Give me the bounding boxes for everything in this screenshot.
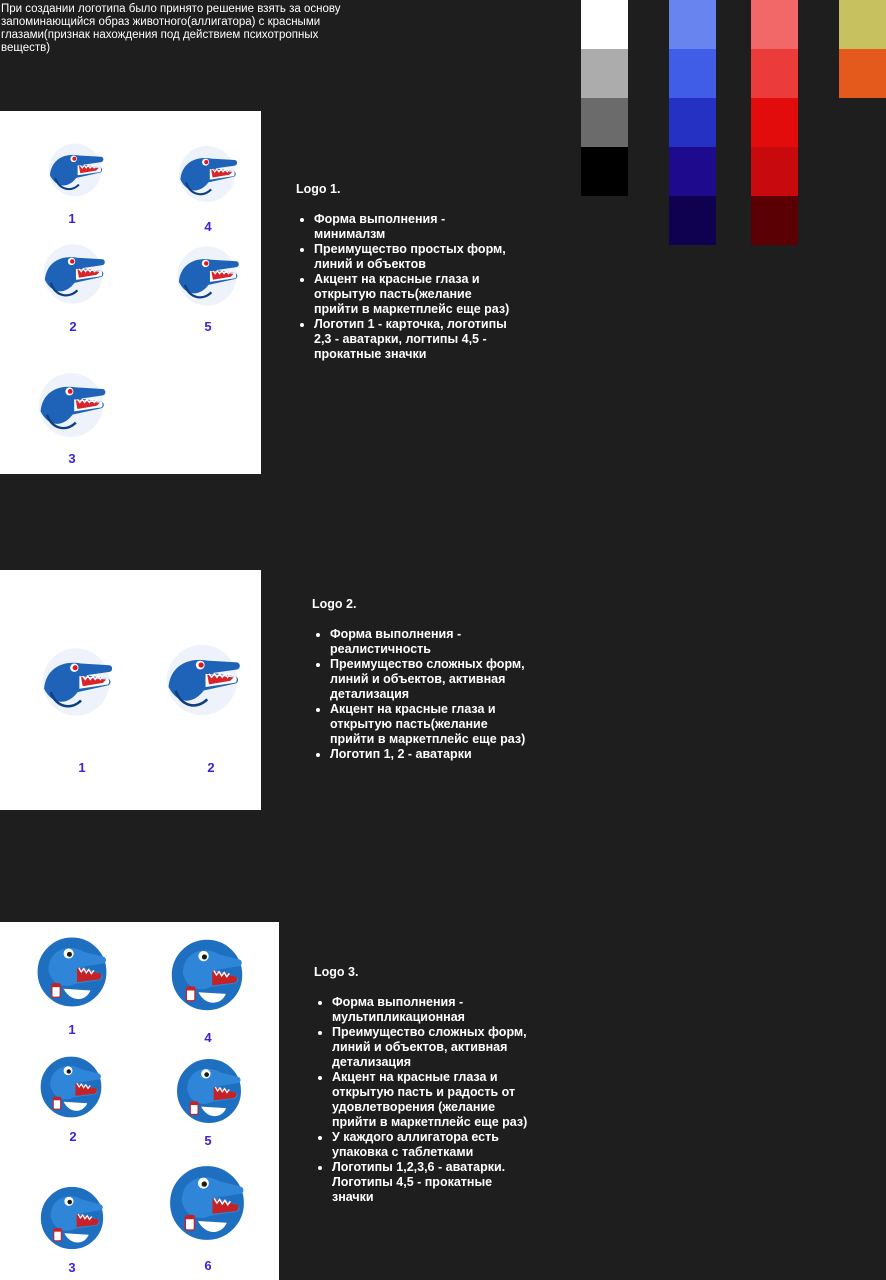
- logo-3-panel: [0, 922, 279, 1280]
- list-item: • Логотип 1, 2 - аватарки: [330, 747, 532, 762]
- palette-accents: [839, 0, 886, 98]
- alligator-mascot-icon: [34, 1050, 108, 1124]
- list-item: • Преимущество сложных форм, линий и объектов, активная детализация: [330, 657, 532, 702]
- logo-number: 3: [68, 1260, 76, 1275]
- logo-1-description: [296, 182, 516, 362]
- logo-2-description: [312, 597, 532, 762]
- alligator-mascot-icon: [164, 932, 250, 1018]
- list-item: • Логотипы 1,2,3,6 - аватарки. Логотипы 4,5 - прокатные значки: [332, 1160, 534, 1205]
- list-item: • Форма выполнения - минималзм: [314, 212, 516, 242]
- palette-blues: [669, 0, 716, 245]
- alligator-logo-icon: [158, 636, 246, 724]
- alligator-mascot-icon: [34, 1180, 110, 1256]
- list-item: • Преимущество простых форм, линий и объектов: [314, 242, 516, 272]
- list-item: • Форма выполнения - реалистичность: [330, 627, 532, 657]
- logo-number: 1: [78, 760, 86, 775]
- color-swatch: [581, 49, 628, 98]
- color-swatch: [669, 0, 716, 49]
- color-swatch: [581, 0, 628, 49]
- alligator-logo-icon: [172, 139, 242, 209]
- logo-number: 4: [204, 219, 212, 234]
- list-item: • Акцент на красные глаза и открытую пасть и радость от удовлетворения (желание прийти в маркетплейс еще раз): [332, 1070, 534, 1130]
- color-swatch: [751, 196, 798, 245]
- color-swatch: [839, 49, 886, 98]
- alligator-mascot-icon: [30, 930, 114, 1014]
- alligator-mascot-icon: [162, 1158, 252, 1248]
- color-swatch: [669, 98, 716, 147]
- logo-2-panel: [0, 570, 261, 810]
- logo-number: 1: [68, 1022, 76, 1037]
- list-item: • Форма выполнения - мультипликационная: [332, 995, 534, 1025]
- color-swatch: [751, 0, 798, 49]
- logo-number: 5: [204, 1133, 212, 1148]
- logo-number: 2: [69, 319, 77, 334]
- logo-3-description: [314, 965, 534, 1205]
- color-swatch: [751, 98, 798, 147]
- list-item: • Преимущество сложных форм, линий и объектов, активная детализация: [332, 1025, 534, 1070]
- list-item: • Логотип 1 - карточка, логотипы 2,3 - аватарки, логтипы 4,5 - прокатные значки: [314, 317, 516, 362]
- intro-text: При создании логотипа было принято решение взять за основу запоминающийся образ животного(аллигатора) с красными глазами(признак нахождения под действием психотропных веществ): [1, 3, 341, 54]
- alligator-logo-icon: [28, 365, 114, 445]
- palette-reds: [751, 0, 798, 245]
- palette-grays: [581, 0, 628, 196]
- alligator-logo-icon: [34, 640, 118, 724]
- logo-number: 3: [68, 451, 76, 466]
- color-swatch: [839, 0, 886, 49]
- color-swatch: [669, 196, 716, 245]
- section-title: Logo 2.: [312, 597, 357, 611]
- alligator-logo-icon: [170, 239, 244, 313]
- alligator-logo-icon: [36, 237, 110, 311]
- color-swatch: [669, 49, 716, 98]
- color-swatch: [751, 49, 798, 98]
- color-swatch: [669, 147, 716, 196]
- logo-number: 5: [204, 319, 212, 334]
- section-title: Logo 1.: [296, 182, 341, 196]
- color-swatch: [581, 98, 628, 147]
- logo-number: 4: [204, 1030, 212, 1045]
- color-swatch: [751, 147, 798, 196]
- logo-number: 2: [69, 1129, 77, 1144]
- alligator-mascot-icon: [170, 1052, 248, 1130]
- logo-number: 2: [207, 760, 215, 775]
- list-item: • Акцент на красные глаза и открытую пасть(желание прийти в маркетплейс еще раз): [330, 702, 532, 747]
- logo-number: 1: [68, 211, 76, 226]
- list-item: • Акцент на красные глаза и открытую пасть(желание прийти в маркетплейс еще раз): [314, 272, 516, 317]
- logo-1-panel: [0, 111, 261, 474]
- color-swatch: [581, 147, 628, 196]
- alligator-logo-icon: [42, 137, 108, 203]
- list-item: • У каждого аллигатора есть упаковка с таблетками: [332, 1130, 534, 1160]
- logo-number: 6: [204, 1258, 212, 1273]
- section-title: Logo 3.: [314, 965, 359, 979]
